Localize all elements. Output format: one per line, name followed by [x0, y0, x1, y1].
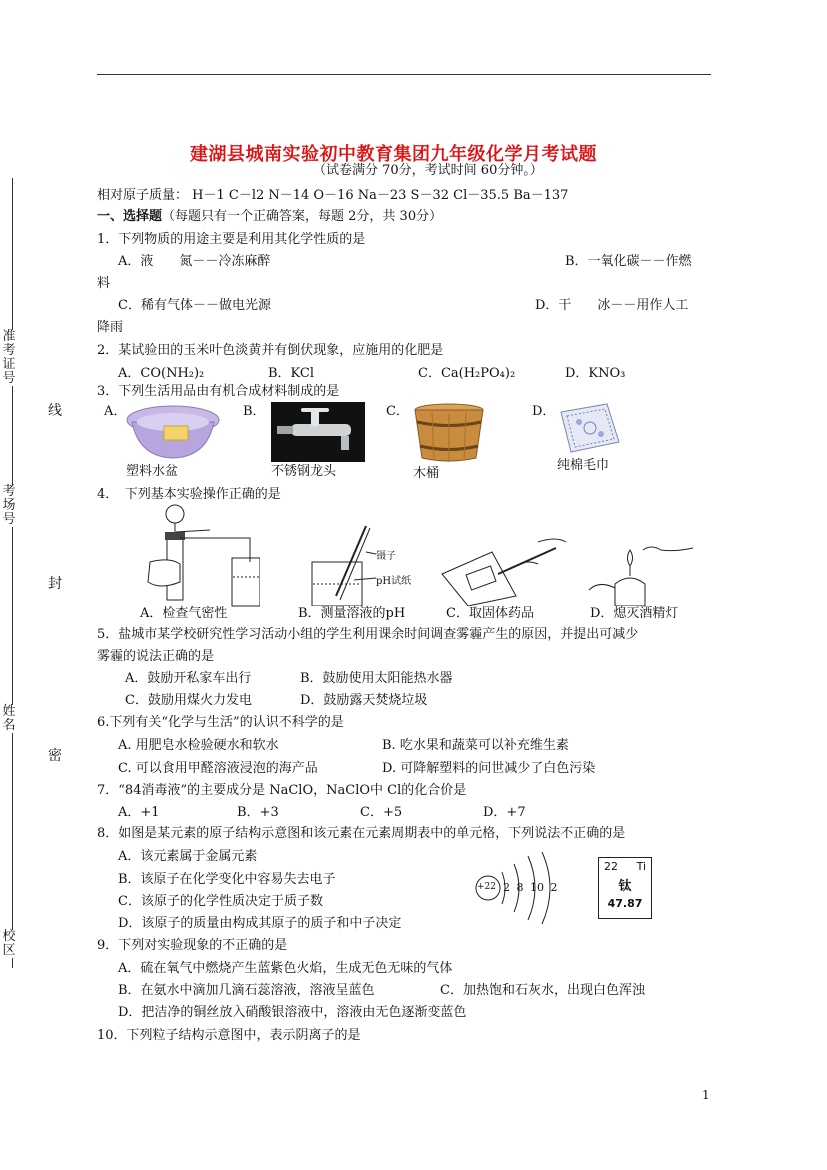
q1-option-d-cont: 降雨	[97, 320, 124, 335]
q9-option-b: B．在氨水中滴加几滴石蕊溶液，溶液呈蓝色	[118, 983, 375, 998]
element-atomic-number: 22	[604, 860, 618, 873]
q6-option-b: B. 吃水果和蔬菜可以补充维生素	[382, 738, 569, 753]
plastic-basin-image	[124, 402, 222, 462]
atomic-masses: 相对原子质量： H－1 C－l2 N－14 O－16 Na－23 S－32 Cl－35.5 Ba－137	[97, 188, 569, 203]
q1-option-b-cont: 料	[97, 276, 111, 291]
page-number: 1	[702, 1088, 710, 1102]
q2-option-a: A．CO(NH₂)₂	[118, 366, 205, 381]
q5-stem: 5．盐城市某学校研究性学习活动小组的学生利用课余时间调查雾霾产生的原因，并提出可减少	[97, 627, 639, 642]
q3-option-c: C．	[386, 404, 409, 419]
element-name: 钛	[618, 879, 632, 894]
q8-option-c: C．该原子的化学性质决定于质子数	[118, 894, 323, 909]
ph-measure-image	[306, 522, 386, 606]
q5-option-c: C．鼓励用煤火力发电	[125, 693, 252, 708]
q1-option-c: C．稀有气体－－做电光源	[118, 298, 271, 313]
q4-option-d: D．熄灭酒精灯	[590, 606, 679, 621]
q5-stem-cont: 雾霾的说法正确的是	[97, 649, 215, 664]
atom-shell-electrons: 2 8 10 2	[503, 881, 558, 894]
q8-stem: 8．如图是某元素的原子结构示意图和该元素在元素周期表中的单元格，下列说法不正确的是	[97, 826, 626, 841]
q3-caption-c: 木桶	[413, 466, 440, 481]
q1-stem: 1．下列物质的用途主要是利用其化学性质的是	[97, 232, 366, 247]
q6-option-a: A. 用肥皂水检验硬水和软水	[118, 738, 279, 753]
q3-option-b: B．	[243, 404, 266, 419]
page-subtitle: （试卷满分 70分，考试时间 60分钟。）	[313, 163, 543, 178]
margin-label-kaochanghao: 考场号	[2, 484, 16, 527]
q1-option-d: D．干 冰－－用作人工	[535, 298, 689, 313]
margin-label-zhunkaozheng: 准考证号	[2, 329, 16, 386]
binding-line	[12, 178, 13, 968]
q3-option-a: A．	[104, 404, 127, 419]
q5-option-d: D．鼓励露天焚烧垃圾	[300, 693, 428, 708]
alcohol-lamp-image	[585, 540, 695, 606]
q7-option-b: B．+3	[237, 805, 279, 820]
section-note: （每题只有一个正确答案，每题 2分，共 30分）	[162, 209, 443, 224]
margin-label-xiaoqu: 校区	[2, 929, 16, 958]
q3-caption-d: 纯棉毛巾	[557, 458, 610, 473]
q8-option-d: D．该原子的质量由构成其原子的质子和中子决定	[118, 916, 402, 931]
label-tweezers: 镊子	[376, 551, 396, 562]
seal-xian: 线	[48, 403, 62, 419]
q8-option-b: B．该原子在化学变化中容易失去电子	[118, 872, 336, 887]
q9-option-c: C．加热饱和石灰水，出现白色浑浊	[440, 983, 645, 998]
take-solid-image	[438, 530, 568, 606]
q4-option-a: A．检查气密性	[140, 606, 228, 621]
q9-stem: 9．下列对实验现象的不正确的是	[97, 938, 288, 953]
q7-option-d: D．+7	[483, 805, 526, 820]
q3-caption-b: 不锈钢龙头	[271, 464, 337, 479]
seal-mi: 密	[48, 748, 62, 764]
atom-nucleus-label: +22	[477, 882, 496, 892]
q3-option-d: D．	[532, 404, 556, 419]
q9-option-a: A．硫在氧气中燃烧产生蓝紫色火焰，生成无色无味的气体	[118, 961, 453, 976]
q5-option-a: A．鼓励开私家车出行	[125, 671, 252, 686]
q6-option-d: D. 可降解塑料的问世减少了白色污染	[382, 761, 596, 776]
section-title: 一、选择题	[97, 209, 163, 224]
q2-option-b: B．KCl	[268, 366, 315, 381]
wooden-bucket-image	[410, 402, 488, 464]
q4-option-b: B．测量溶液的pH	[298, 606, 406, 621]
page-title: 建湖县城南实验初中教育集团九年级化学月考试题	[190, 144, 597, 165]
q2-option-c: C．Ca(H₂PO₄)₂	[418, 366, 516, 381]
q6-option-c: C. 可以食用甲醛溶液浸泡的海产品	[118, 761, 318, 776]
faucet-image	[271, 402, 365, 462]
margin-label-xingming: 姓名	[2, 704, 16, 733]
section-heading	[97, 209, 442, 225]
label-ph-paper: pH试纸	[376, 576, 412, 587]
q3-caption-a: 塑料水盆	[126, 464, 179, 479]
q1-option-b: B．一氧化碳－－作燃	[565, 254, 692, 269]
q7-option-a: A．+1	[118, 805, 160, 820]
q10-stem: 10．下列粒子结构示意图中，表示阴离子的是	[97, 1028, 361, 1043]
q2-option-d: D．KNO₃	[565, 366, 626, 381]
element-symbol: Ti	[636, 860, 646, 873]
air-tightness-check-image	[140, 502, 260, 608]
q9-option-d: D．把洁净的铜丝放入硝酸银溶液中，溶液由无色逐渐变蓝色	[118, 1005, 467, 1020]
towel-image	[557, 402, 623, 454]
q7-stem: 7．“84消毒液”的主要成分是 NaClO，NaClO中 Cl的化合价是	[97, 783, 467, 798]
q1-option-a: A．液 氮－－冷冻麻醉	[118, 254, 271, 269]
seal-feng: 封	[48, 576, 62, 592]
q4-stem: 4． 下列基本实验操作正确的是	[97, 487, 281, 502]
q8-option-a: A．该元素属于金属元素	[118, 849, 258, 864]
q3-stem: 3．下列生活用品由有机合成材料制成的是	[97, 384, 340, 399]
q4-option-c: C．取固体药品	[446, 606, 534, 621]
element-card	[598, 857, 652, 919]
element-mass: 47.87	[607, 897, 643, 910]
q2-stem: 2．某试验田的玉米叶色淡黄并有倒伏现象，应施用的化肥是	[97, 343, 444, 358]
header-rule	[97, 74, 711, 75]
q7-option-c: C．+5	[360, 805, 403, 820]
q6-stem: 6.下列有关“化学与生活”的认识不科学的是	[97, 715, 344, 730]
q5-option-b: B．鼓励使用太阳能热水器	[300, 671, 453, 686]
